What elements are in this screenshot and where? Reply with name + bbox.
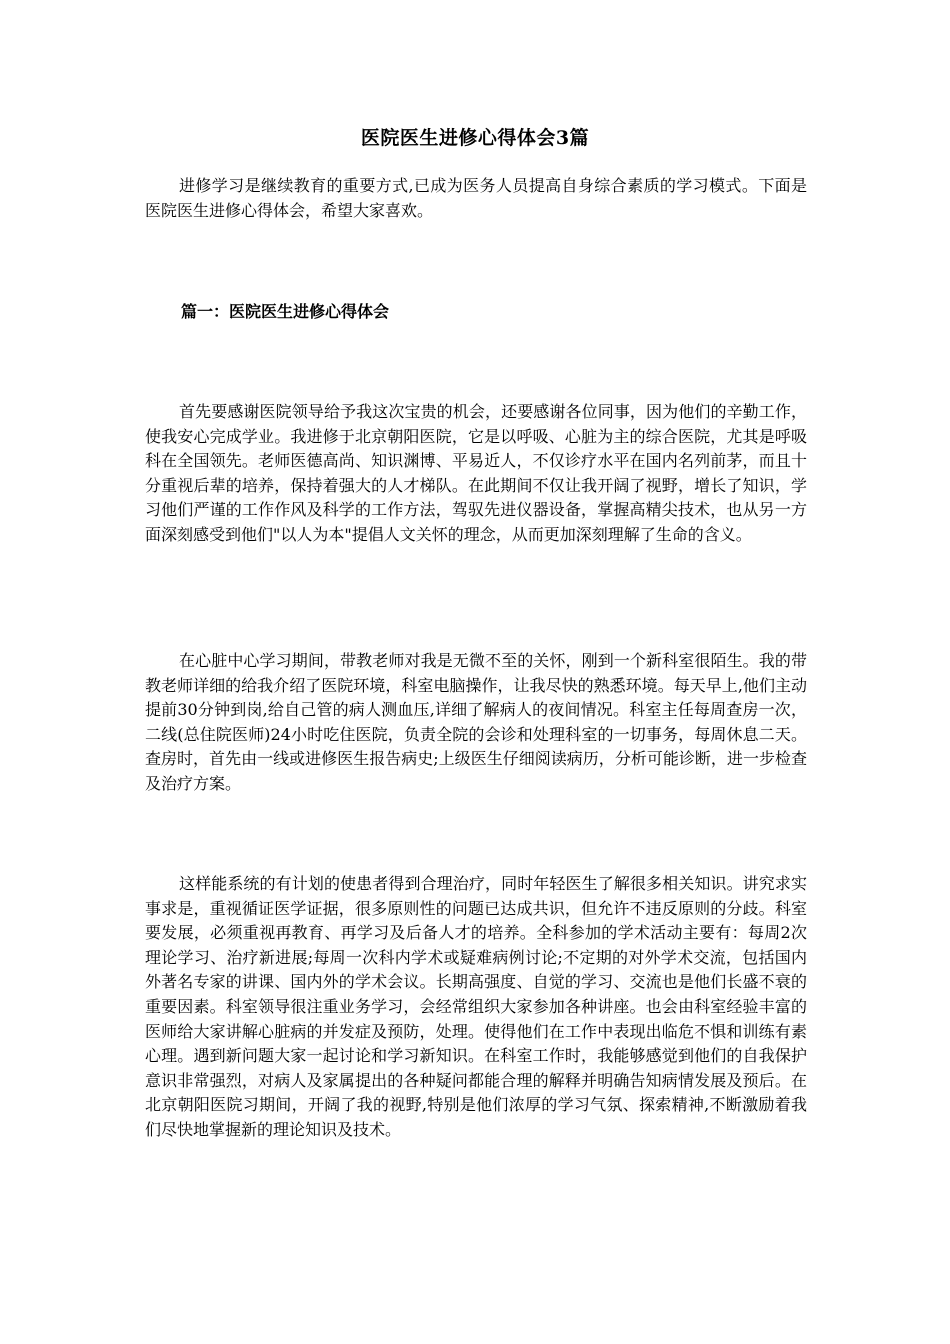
body-paragraph-2: 在心脏中心学习期间，带教老师对我是无微不至的关怀，刚到一个新科室很陌生。我的带教老师详细的给我介绍了医院环境，科室电脑操作，让我尽快的熟悉环境。每天早上,他们主动提前30分钟到岗,给自己管的病人测血压,详细了解病人的夜间情况。科室主任每周查房一次，二线(总住院医师)24小时吃住医院，负责全院的会诊和处理科室的一切事务，每周休息二天。查房时，首先由一线或进修医生报告病史;上级医生仔细阅读病历，分析可能诊断，进一步检查及治疗方案。 [145, 651, 807, 793]
section-heading: 篇一：医院医生进修心得体会 [181, 302, 390, 321]
document-title: 医院医生进修心得体会3篇 [360, 127, 590, 149]
intro-paragraph: 进修学习是继续教育的重要方式,已成为医务人员提高自身综合素质的学习模式。下面是医院医生进修心得体会，希望大家喜欢。 [145, 176, 807, 220]
body-paragraph-3: 这样能系统的有计划的使患者得到合理治疗，同时年轻医生了解很多相关知识。讲究求实事求是，重视循证医学证据，很多原则性的问题已达成共识，但允许不违反原则的分歧。科室要发展，必须重视再教育、再学习及后备人才的培养。全科参加的学术活动主要有：每周2次理论学习、治疗新进展;每周一次科内学术或疑难病例讨论;不定期的对外学术交流，包括国内外著名专家的讲课、国内外的学术会议。长期高强度、自觉的学习、交流也是他们长盛不衰的重要因素。科室领导很注重业务学习，会经常组织大家参加各种讲座。也会由科室经验丰富的医师给大家讲解心脏病的并发症及预防，处理。使得他们在工作中表现出临危不惧和训练有素心理。遇到新问题大家一起讨论和学习新知识。在科室工作时，我能够感觉到他们的自我保护意识非常强烈，对病人及家属提出的各种疑问都能合理的解释并明确告知病情发展及预后。在北京朝阳医院习期间，开阔了我的视野,特别是他们浓厚的学习气氛、探索精神,不断激励着我们尽快地掌握新的理论知识及技术。 [145, 874, 807, 1139]
body-paragraph-1: 首先要感谢医院领导给予我这次宝贵的机会，还要感谢各位同事，因为他们的辛勤工作，使我安心完成学业。我进修于北京朝阳医院，它是以呼吸、心脏为主的综合医院，尤其是呼吸科在全国领先。老师医德高尚、知识渊博、平易近人，不仅诊疗水平在国内名列前茅，而且十分重视后辈的培养，保持着强大的人才梯队。在此期间不仅让我开阔了视野，增长了知识，学习他们严谨的工作作风及科学的工作方法，驾驭先进仪器设备，掌握高精尖技术，也从另一方面深刻感受到他们"以人为本"提倡人文关怀的理念，从而更加深刻理解了生命的含义。 [145, 402, 807, 544]
